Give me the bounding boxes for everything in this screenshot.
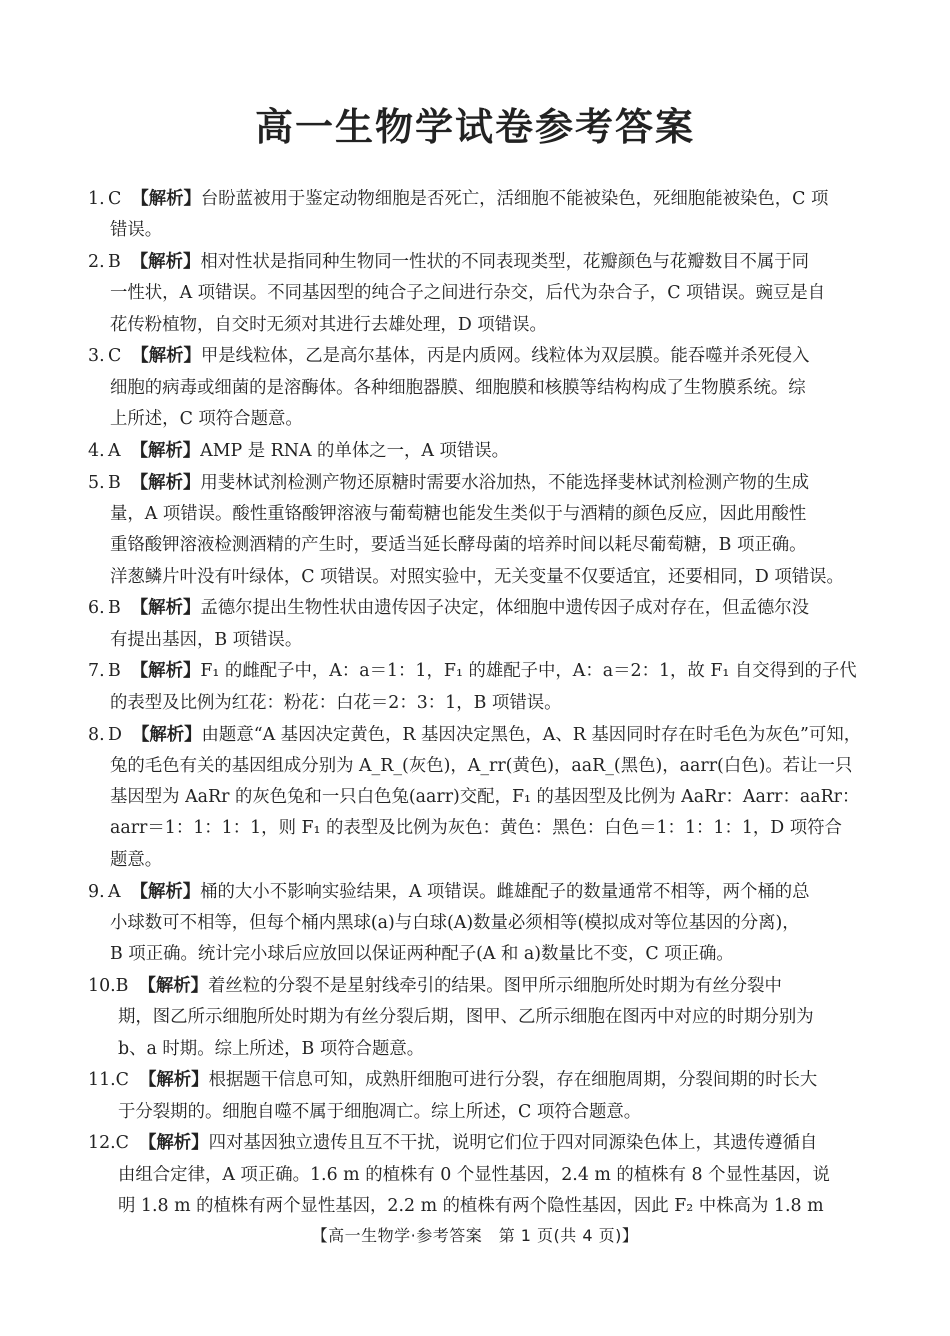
item-answer: A: [108, 440, 121, 461]
answer-item: [88, 877, 863, 971]
item-number: 11.: [88, 1070, 116, 1091]
answer-item: [88, 656, 863, 719]
item-text-line: 有提出基因，B 项错误。: [110, 629, 303, 650]
item-number: 2.: [88, 252, 105, 273]
item-answer: B: [115, 975, 129, 996]
answer-item: [88, 720, 863, 876]
answer-item: [88, 436, 863, 467]
page-title: 高一生物学试卷参考答案: [254, 105, 695, 149]
item-answer: C: [108, 346, 122, 367]
analysis-tag: 【解析】: [131, 724, 202, 745]
item-text-line: 小球数可不相等，但每个桶内黑球(a)与白球(A)数量必须相等(模拟成对等位基因的分离)，: [110, 912, 800, 933]
item-text-line: 甲是线粒体，乙是高尔基体，丙是内质网。线粒体为双层膜。能吞噬并杀死侵入: [200, 346, 810, 367]
answer-item: [88, 341, 863, 435]
item-answer: B: [108, 661, 121, 682]
item-answer: C: [108, 189, 122, 209]
item-text-line: 根据题干信息可知，成熟肝细胞可进行分裂，存在细胞周期，分裂间期的时长大: [208, 1070, 818, 1091]
item-text-line: 由组合定律，A 项正确。1.6 m 的植株有 0 个显性基因，2.4 m 的植株有 8 个显性基因，说: [118, 1164, 830, 1185]
item-text-line: 桶的大小不影响实验结果，A 项错误。雌雄配子的数量通常不相等，两个桶的总: [200, 881, 810, 902]
answer-item: [88, 1065, 863, 1128]
item-text-line: 题意。: [110, 849, 163, 870]
item-answer: B: [108, 252, 121, 273]
item-text-line: 由题意“A 基因决定黄色，R 基因决定黑色，A、R 基因同时存在时毛色为灰色”可知，: [201, 724, 862, 745]
analysis-tag: 【解析】: [131, 189, 201, 209]
item-text-line: 的表型及比例为红花：粉花：白花＝2：3：1，B 项错误。: [110, 692, 562, 713]
answer-list: [88, 184, 863, 1223]
item-text-line: 明 1.8 m 的植株有两个显性基因，2.2 m 的植株有两个隐性基因，因此 F₂ 中株高为 1.8 m: [118, 1196, 824, 1216]
item-answer: B: [108, 598, 121, 619]
item-text-line: 用斐林试剂检测产物还原糖时需要水浴加热，不能选择斐林试剂检测产物的生成: [200, 472, 810, 493]
item-number: 8.: [88, 724, 105, 745]
item-text-line: F₁ 的雌配子中，A：a＝1：1，F₁ 的雄配子中，A：a＝2：1，故 F₁ 自交得到的子代: [200, 661, 857, 682]
analysis-tag: 【解析】: [130, 661, 201, 682]
answer-item: [88, 593, 863, 656]
item-text-line: 四对基因独立遗传且互不干扰，说明它们位于四对同源染色体上，其遗传遵循自: [208, 1133, 818, 1154]
item-number: 5.: [88, 472, 105, 493]
item-text-line: AMP 是 RNA 的单体之一，A 项错误。: [200, 440, 510, 461]
item-number: 9.: [88, 881, 105, 902]
analysis-tag: 【解析】: [130, 881, 201, 902]
answer-item: [88, 971, 863, 1065]
item-text-line: 于分裂期的。细胞自噬不属于细胞凋亡。综上所述，C 项符合题意。: [118, 1101, 642, 1122]
item-text-line: 台盼蓝被用于鉴定动物细胞是否死亡，活细胞不能被染色，死细胞能被染色，C 项: [200, 189, 829, 209]
item-text-line: 量，A 项错误。酸性重铬酸钾溶液与葡萄糖也能发生类似于与酒精的颜色反应，因此用酸性: [110, 503, 807, 524]
answer-item: [88, 1128, 863, 1222]
item-number: 3.: [88, 346, 105, 367]
item-number: 4.: [88, 440, 105, 461]
page-footer: 【高一生物学·参考答案 第 1 页(共 4 页)】: [311, 1226, 639, 1245]
analysis-tag: 【解析】: [138, 1133, 209, 1154]
analysis-tag: 【解析】: [131, 346, 201, 367]
item-number: 7.: [88, 661, 105, 682]
item-number: 12.: [88, 1133, 116, 1154]
item-text-line: 花传粉植物，自交时无须对其进行去雄处理，D 项错误。: [110, 314, 547, 335]
item-text-line: 相对性状是指同种生物同一性状的不同表现类型，花瓣颜色与花瓣数目不属于同: [200, 252, 810, 273]
item-number: 1.: [88, 189, 105, 209]
item-text-line: 细胞的病毒或细菌的是溶酶体。各种细胞器膜、细胞膜和核膜等结构构成了生物膜系统。综: [110, 377, 806, 398]
analysis-tag: 【解析】: [130, 472, 201, 493]
answer-item: [88, 247, 863, 341]
answer-item: [88, 468, 863, 593]
analysis-tag: 【解析】: [138, 975, 209, 996]
item-text-line: 着丝粒的分裂不是星射线牵引的结果。图甲所示细胞所处时期为有丝分裂中: [208, 975, 782, 996]
answer-item: [88, 184, 863, 247]
item-text-line: aarr＝1：1：1：1，则 F₁ 的表型及比例为灰色：黄色：黑色：白色＝1：1：1：1，D 项符合: [110, 818, 842, 839]
item-text-line: B 项正确。统计完小球后应放回以保证两种配子(A 和 a)数量比不变，C 项正确。: [110, 944, 734, 965]
item-text-line: 上所述，C 项符合题意。: [110, 409, 303, 430]
item-number: 10.: [88, 975, 116, 996]
item-text-line: 重铬酸钾溶液检测酒精的产生时，要适当延长酵母菌的培养时间以耗尽葡萄糖，B 项正确。: [110, 535, 807, 556]
item-text-line: 错误。: [110, 220, 163, 241]
item-answer: C: [115, 1070, 129, 1091]
analysis-tag: 【解析】: [138, 1070, 209, 1091]
item-answer: C: [115, 1133, 129, 1154]
item-text-line: 期，图乙所示细胞所处时期为有丝分裂后期，图甲、乙所示细胞在图丙中对应的时期分别为: [118, 1007, 814, 1028]
item-text-line: 兔的毛色有关的基因组成分别为 A_R_(灰色)，A_rr(黄色)，aaR_(黑色)，aarr(白色)。若让一只: [110, 755, 853, 776]
item-number: 6.: [88, 598, 105, 619]
item-text-line: b、a 时期。综上所述，B 项符合题意。: [118, 1038, 425, 1059]
item-answer: D: [108, 724, 122, 745]
item-text-line: 孟德尔提出生物性状由遗传因子决定，体细胞中遗传因子成对存在，但孟德尔没: [200, 598, 810, 619]
item-text-line: 洋葱鳞片叶没有叶绿体，C 项错误。对照实验中，无关变量不仅要适宜，还要相同，D 项错误。: [110, 566, 844, 587]
item-text-line: 基因型为 AaRr 的灰色兔和一只白色兔(aarr)交配，F₁ 的基因型及比例为 AaRr：Aarr：aaRr：: [110, 787, 860, 808]
analysis-tag: 【解析】: [130, 440, 201, 461]
item-text-line: 一性状，A 项错误。不同基因型的纯合子之间进行杂交，后代为杂合子，C 项错误。豌豆是自: [110, 283, 826, 304]
item-answer: B: [108, 472, 121, 493]
item-answer: A: [108, 881, 121, 902]
analysis-tag: 【解析】: [130, 252, 201, 273]
analysis-tag: 【解析】: [130, 598, 201, 619]
